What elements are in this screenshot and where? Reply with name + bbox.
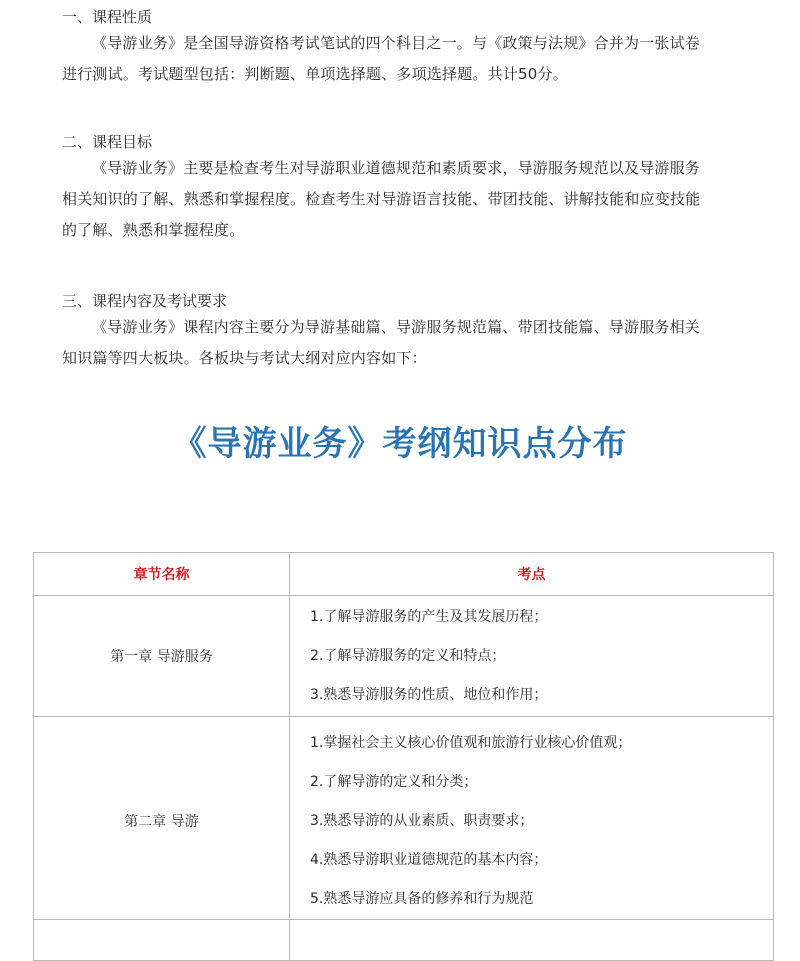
paragraph-line: 进行测试。考试题型包括：判断题、单项选择题、多项选择题。共计50分。 [62, 65, 568, 83]
points-cell [290, 717, 774, 920]
header-chapter: 章节名称 [34, 553, 290, 596]
paragraph-line: 知识篇等四大板块。各板块与考试大纲对应内容如下： [62, 349, 427, 367]
header-points: 考点 [290, 553, 774, 596]
table-row [34, 717, 774, 920]
table-row [34, 920, 774, 961]
section-heading: 二、课程目标 [62, 133, 153, 151]
point-item: 2.了解导游的定义和分类； [310, 774, 478, 790]
table-header-row [34, 553, 774, 596]
section-heading: 三、课程内容及考试要求 [62, 292, 228, 310]
table-row [34, 596, 774, 717]
point-item: 3.熟悉导游的从业素质、职责要求； [310, 813, 534, 829]
section-paragraph [62, 153, 752, 246]
page-title: 《导游业务》考纲知识点分布 [172, 424, 628, 464]
points-cell [290, 596, 774, 717]
point-item: 1.了解导游服务的产生及其发展历程； [310, 609, 548, 625]
chapter-cell-partial [34, 920, 290, 961]
paragraph-line: 的了解、熟悉和掌握程度。 [62, 221, 245, 239]
chapter-cell: 第二章 导游 [34, 717, 290, 920]
section-paragraph [62, 28, 752, 90]
section-heading: 一、课程性质 [62, 8, 153, 26]
point-item: 4.熟悉导游职业道德规范的基本内容； [310, 852, 548, 868]
section-course-content [62, 290, 752, 374]
points-cell-partial [290, 920, 774, 961]
point-item: 2.了解导游服务的定义和特点； [310, 648, 506, 664]
section-paragraph [62, 312, 752, 374]
chapter-cell: 第一章 导游服务 [34, 596, 290, 717]
paragraph-line: 《导游业务》是全国导游资格考试笔试的四个科目之一。与《政策与法规》合并为一张试卷 [92, 34, 701, 52]
paragraph-line: 《导游业务》主要是检查考生对导游职业道德规范和素质要求，导游服务规范以及导游服务 [92, 159, 701, 177]
section-course-nature [62, 6, 752, 90]
point-item: 5.熟悉导游应具备的修养和行为规范 [310, 891, 534, 907]
paragraph-line: 《导游业务》课程内容主要分为导游基础篇、导游服务规范篇、带团技能篇、导游服务相关 [92, 318, 701, 336]
paragraph-line: 相关知识的了解、熟悉和掌握程度。检查考生对导游语言技能、带团技能、讲解技能和应变技能 [62, 190, 701, 208]
section-course-goal [62, 131, 752, 246]
point-item: 1.掌握社会主义核心价值观和旅游行业核心价值观； [310, 735, 632, 751]
syllabus-table [33, 552, 774, 961]
point-item: 3.熟悉导游服务的性质、地位和作用； [310, 687, 548, 703]
